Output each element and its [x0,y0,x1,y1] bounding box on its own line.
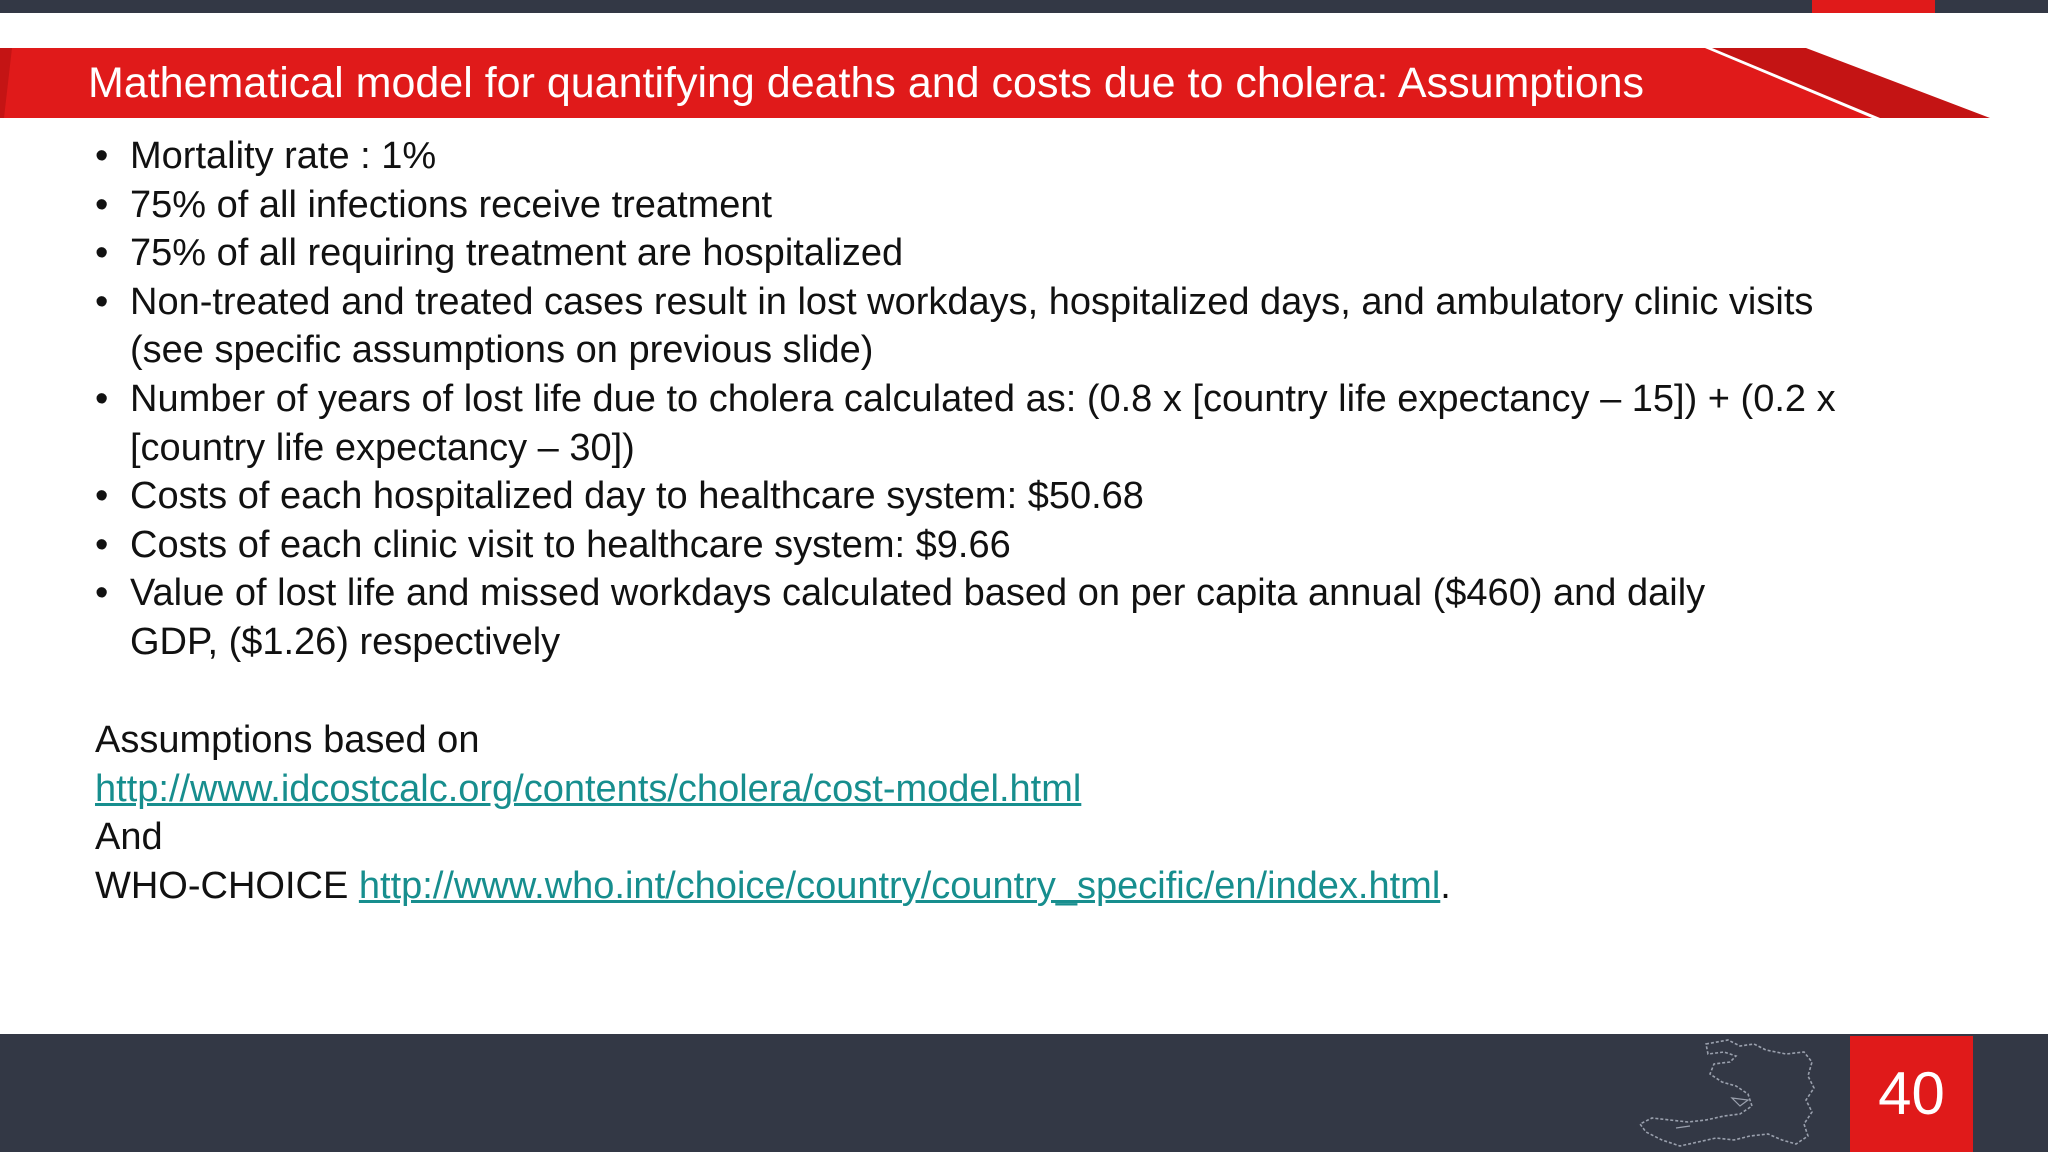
sources-block [95,716,1451,910]
bullet-item [95,181,1995,230]
bullet-text: Costs of each hospitalized day to healthcare system: $50.68 [130,475,1144,518]
bullet-text: Mortality rate : 1% [130,135,437,177]
bullet-dot: • [95,475,109,518]
bullet-item [95,375,1995,472]
bullet-text-continued: GDP, ($1.26) respectively [130,620,561,663]
who-choice-label: WHO-CHOICE [95,864,359,907]
bullet-text: 75% of all requiring treatment are hospitalized [130,232,904,275]
trailing-period: . [1440,864,1451,907]
bullet-text: Number of years of lost life due to cholera calculated as: (0.8 x [country life expectancy – 15]) + (0.2 x [130,377,1836,420]
who-choice-link[interactable]: http://www.who.int/choice/country/country_specific/en/index.html [358,864,1441,907]
bullet-list [95,132,1995,667]
bullet-dot: • [95,572,109,615]
who-choice-line [95,862,1451,911]
bullet-text: 75% of all infections receive treatment [130,183,773,226]
bullet-item [95,521,1995,570]
bullet-text-continued: (see specific assumptions on previous slide) [130,329,874,372]
bullet-dot: • [95,523,109,566]
sources-intro: Assumptions based on [95,719,480,761]
bullet-text: Value of lost life and missed workdays calculated based on per capita annual ($460) and daily [130,572,1706,615]
haiti-map-icon [1636,1036,1816,1151]
bullet-dot: • [95,232,109,275]
slide-title: Mathematical model for quantifying deaths and costs due to cholera: Assumptions [88,59,1645,107]
top-accent-bar [1812,0,1935,13]
bullet-item [95,278,1995,375]
page-number: 40 [1850,1036,1973,1152]
idcostcalc-link[interactable]: http://www.idcostcalc.org/contents/cholera/cost-model.html [95,767,1082,810]
sources-and: And [95,816,163,859]
bullet-item [95,472,1995,521]
bullet-text: Non-treated and treated cases result in lost workdays, hospitalized days, and ambulatory clinic visits [130,280,1814,323]
bullet-dot: • [95,135,109,177]
top-bar [0,0,2048,13]
bullet-dot: • [95,183,109,226]
bullet-item [95,229,1995,278]
bullet-dot: • [95,280,109,323]
bullet-item [95,132,1995,181]
bullet-text: Costs of each clinic visit to healthcare system: $9.66 [130,523,1011,566]
bullet-text-continued: [country life expectancy – 30]) [130,426,635,469]
bullet-item [95,569,1995,666]
bullet-dot: • [95,377,109,420]
